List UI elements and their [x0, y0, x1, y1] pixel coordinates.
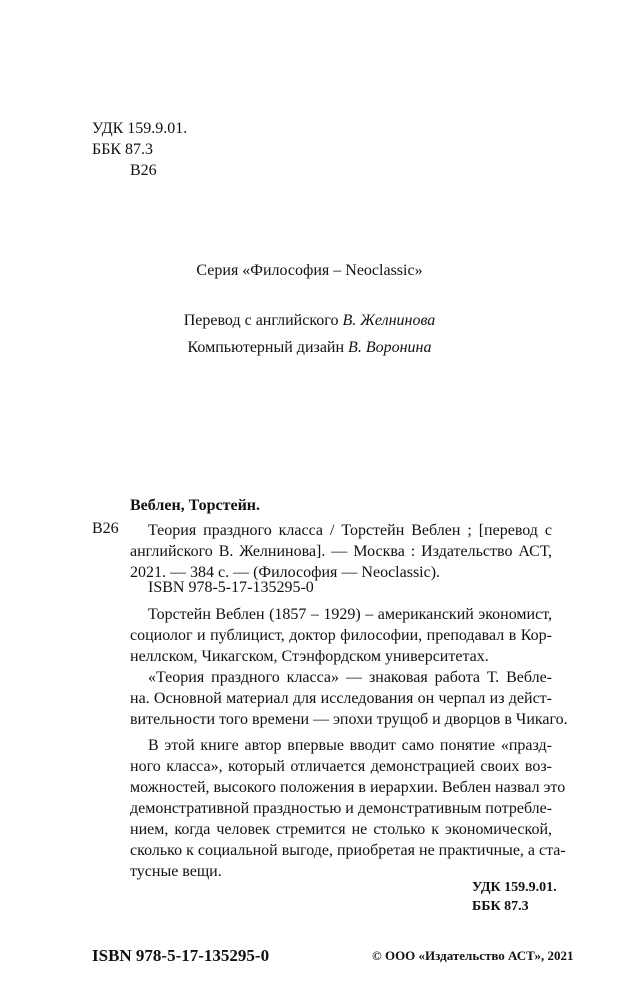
- annotation-line: вительности того времени — эпохи трущоб и дворцов в Чикаго.: [130, 711, 568, 728]
- annotation-line: можностей, высокого положения в иерархии. Веблен назвал это: [130, 779, 566, 796]
- catalog-mark: В26: [92, 520, 119, 537]
- annotation-line: неллском, Чикагском, Стэнфордском университетах.: [130, 648, 489, 665]
- designer-name: В. Воронина: [348, 339, 432, 356]
- bbk-code: ББК 87.3: [92, 141, 154, 158]
- catalog-author: Веблен, Торстейн.: [130, 497, 261, 514]
- udk-code: УДК 159.9.01.: [92, 120, 188, 137]
- annotation-line: тусные вещи.: [130, 863, 222, 880]
- design-label: Компьютерный дизайн: [187, 339, 345, 356]
- footer-isbn: ISBN 978-5-17-135295-0: [92, 946, 270, 965]
- translator-name: В. Желнинова: [342, 312, 436, 329]
- annotation-line: В этой книге автор впервые вводит само понятие «празд-: [148, 737, 552, 754]
- catalog-isbn: ISBN 978-5-17-135295-0: [148, 579, 314, 596]
- bottom-bbk: ББК 87.3: [472, 899, 529, 914]
- footer-copyright: © ООО «Издательство АСТ», 2021: [372, 948, 574, 963]
- catalog-line: английского В. Желнинова]. — Москва : Издательство АСТ,: [130, 543, 552, 560]
- translation-label: Перевод с английского: [183, 312, 339, 329]
- annotation-line: демонстративной праздностью и демонстративным потребле-: [130, 800, 553, 817]
- bottom-udk: УДК 159.9.01.: [472, 880, 557, 895]
- annotation-line: социолог и публицист, доктор философии, преподавал в Кор-: [130, 627, 552, 644]
- annotation-line: Торстейн Веблен (1857 – 1929) – американский экономист,: [148, 606, 552, 623]
- catalog-line: Теория праздного класса / Торстейн Веблен ; [перевод с: [148, 522, 552, 539]
- translation-credit: [0, 312, 619, 330]
- annotation-line: нием, когда человек стремится не столько к экономической,: [130, 821, 552, 838]
- series-title: Серия «Философия – Neoclassic»: [196, 262, 423, 279]
- annotation-line: на. Основной материал для исследования он черпал из дейст-: [130, 690, 552, 707]
- annotation-line: «Теория праздного класса» — знаковая работа Т. Вебле-: [148, 669, 552, 686]
- annotation-line: ного класса», который отличается демонстрацией своих воз-: [130, 758, 552, 775]
- catalog-line: 2021. — 384 с. — (Философия — Neoclassic).: [130, 564, 441, 581]
- annotation-line: сколько к социальной выгоде, приобретая не практичные, а ста-: [130, 842, 566, 859]
- design-credit: [0, 339, 619, 357]
- author-mark: В26: [130, 162, 157, 179]
